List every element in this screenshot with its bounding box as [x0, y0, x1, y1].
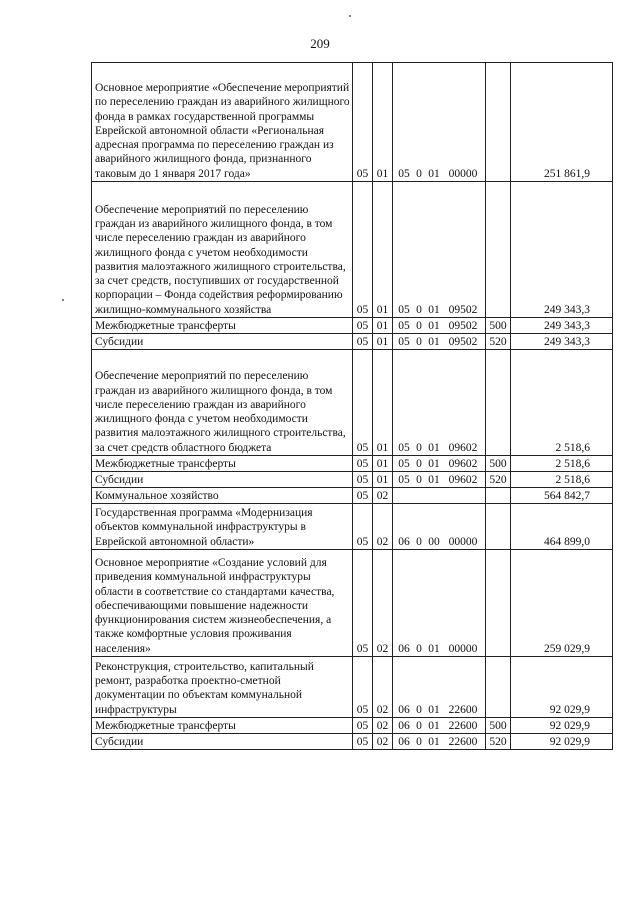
subsection-code: 02 — [373, 718, 393, 734]
table-row — [92, 550, 613, 657]
row-name: Межбюджетные трансферты — [92, 318, 353, 334]
expense-type-code — [486, 550, 511, 657]
expense-type-code: 500 — [486, 718, 511, 734]
target-article-code: 05 0 01 09602 — [393, 472, 486, 488]
target-article-code: 05 0 01 09502 — [393, 334, 486, 350]
amount: 259 029,9 — [511, 550, 613, 657]
expense-type-code — [486, 657, 511, 718]
table-row — [92, 504, 613, 550]
table-row — [92, 718, 613, 734]
subsection-code: 02 — [373, 657, 393, 718]
row-name: Субсидии — [92, 734, 353, 750]
row-name: Обеспечение мероприятий по переселению граждан из аварийного жилищного фонда, в том числе переселению граждан из аварийного жилищного фонда с учетом необходимости развития малоэтажного жилищного строительства, за счет средств, поступивших от государственной корпорации – Фонда содействия реформированию жилищно-коммунального хозяйства — [92, 182, 353, 318]
section-code: 05 — [353, 550, 373, 657]
row-name: Коммунальное хозяйство — [92, 488, 353, 504]
budget-table — [91, 62, 613, 750]
expense-type-code: 500 — [486, 456, 511, 472]
amount: 464 899,0 — [511, 504, 613, 550]
expense-type-code — [486, 350, 511, 456]
subsection-code: 02 — [373, 488, 393, 504]
target-article-code: 06 0 01 22600 — [393, 734, 486, 750]
scan-speck — [349, 15, 351, 17]
table-row — [92, 318, 613, 334]
amount: 2 518,6 — [511, 350, 613, 456]
row-name: Государственная программа «Модернизация объектов коммунальной инфраструктуры в Еврейской автономной области» — [92, 504, 353, 550]
table-row — [92, 472, 613, 488]
amount: 2 518,6 — [511, 456, 613, 472]
amount: 2 518,6 — [511, 472, 613, 488]
table-row — [92, 456, 613, 472]
table-row — [92, 734, 613, 750]
target-article-code: 06 0 01 22600 — [393, 718, 486, 734]
amount: 92 029,9 — [511, 657, 613, 718]
row-name: Основное мероприятие «Обеспечение мероприятий по переселению граждан из аварийного жилищного фонда в рамках государственной программы Еврейской автономной области «Региональная адресная программа по переселению граждан из аварийного жилищного фонда, признанного таковым до 1 января 2017 года» — [92, 63, 353, 182]
expense-type-code — [486, 182, 511, 318]
subsection-code: 01 — [373, 63, 393, 182]
section-code: 05 — [353, 734, 373, 750]
section-code: 05 — [353, 63, 373, 182]
target-article-code: 06 0 01 00000 — [393, 550, 486, 657]
expense-type-code: 500 — [486, 318, 511, 334]
target-article-code — [393, 488, 486, 504]
subsection-code: 01 — [373, 318, 393, 334]
scan-speck — [62, 299, 64, 301]
section-code: 05 — [353, 657, 373, 718]
row-name: Субсидии — [92, 334, 353, 350]
row-name: Основное мероприятие «Создание условий для приведения коммунальной инфраструктуры области в соответствие со стандартами качества, обеспечивающими повышение надежности функционирования систем жизнеобеспечения, а также комфортные условия проживания населения» — [92, 550, 353, 657]
amount: 92 029,9 — [511, 718, 613, 734]
subsection-code: 01 — [373, 456, 393, 472]
section-code: 05 — [353, 488, 373, 504]
target-article-code: 05 0 01 09602 — [393, 456, 486, 472]
expense-type-code: 520 — [486, 334, 511, 350]
table-row — [92, 657, 613, 718]
table-row — [92, 63, 613, 182]
subsection-code: 01 — [373, 350, 393, 456]
amount: 249 343,3 — [511, 334, 613, 350]
expense-type-code — [486, 504, 511, 550]
expense-type-code — [486, 63, 511, 182]
row-name: Межбюджетные трансферты — [92, 456, 353, 472]
row-name: Реконструкция, строительство, капитальный ремонт, разработка проектно-сметной документации по объектам коммунальной инфраструктуры — [92, 657, 353, 718]
amount: 249 343,3 — [511, 318, 613, 334]
subsection-code: 02 — [373, 504, 393, 550]
amount: 249 343,3 — [511, 182, 613, 318]
subsection-code: 01 — [373, 182, 393, 318]
target-article-code: 05 0 01 00000 — [393, 63, 486, 182]
table-row — [92, 334, 613, 350]
amount: 564 842,7 — [511, 488, 613, 504]
expense-type-code — [486, 488, 511, 504]
subsection-code: 01 — [373, 472, 393, 488]
target-article-code: 06 0 00 00000 — [393, 504, 486, 550]
section-code: 05 — [353, 718, 373, 734]
table-row — [92, 350, 613, 456]
section-code: 05 — [353, 350, 373, 456]
amount: 92 029,9 — [511, 734, 613, 750]
section-code: 05 — [353, 504, 373, 550]
section-code: 05 — [353, 182, 373, 318]
target-article-code: 06 0 01 22600 — [393, 657, 486, 718]
row-name: Межбюджетные трансферты — [92, 718, 353, 734]
section-code: 05 — [353, 456, 373, 472]
subsection-code: 02 — [373, 550, 393, 657]
subsection-code: 02 — [373, 734, 393, 750]
page-number: 209 — [310, 36, 330, 51]
amount: 251 861,9 — [511, 63, 613, 182]
target-article-code: 05 0 01 09502 — [393, 182, 486, 318]
table-row — [92, 488, 613, 504]
target-article-code: 05 0 01 09602 — [393, 350, 486, 456]
target-article-code: 05 0 01 09502 — [393, 318, 486, 334]
section-code: 05 — [353, 318, 373, 334]
expense-type-code: 520 — [486, 472, 511, 488]
row-name: Субсидии — [92, 472, 353, 488]
section-code: 05 — [353, 334, 373, 350]
table-row — [92, 182, 613, 318]
section-code: 05 — [353, 472, 373, 488]
expense-type-code: 520 — [486, 734, 511, 750]
row-name: Обеспечение мероприятий по переселению граждан из аварийного жилищного фонда, в том числе переселению граждан из аварийного жилищного фонда с учетом необходимости развития малоэтажного жилищного строительства, за счет средств областного бюджета — [92, 350, 353, 456]
subsection-code: 01 — [373, 334, 393, 350]
